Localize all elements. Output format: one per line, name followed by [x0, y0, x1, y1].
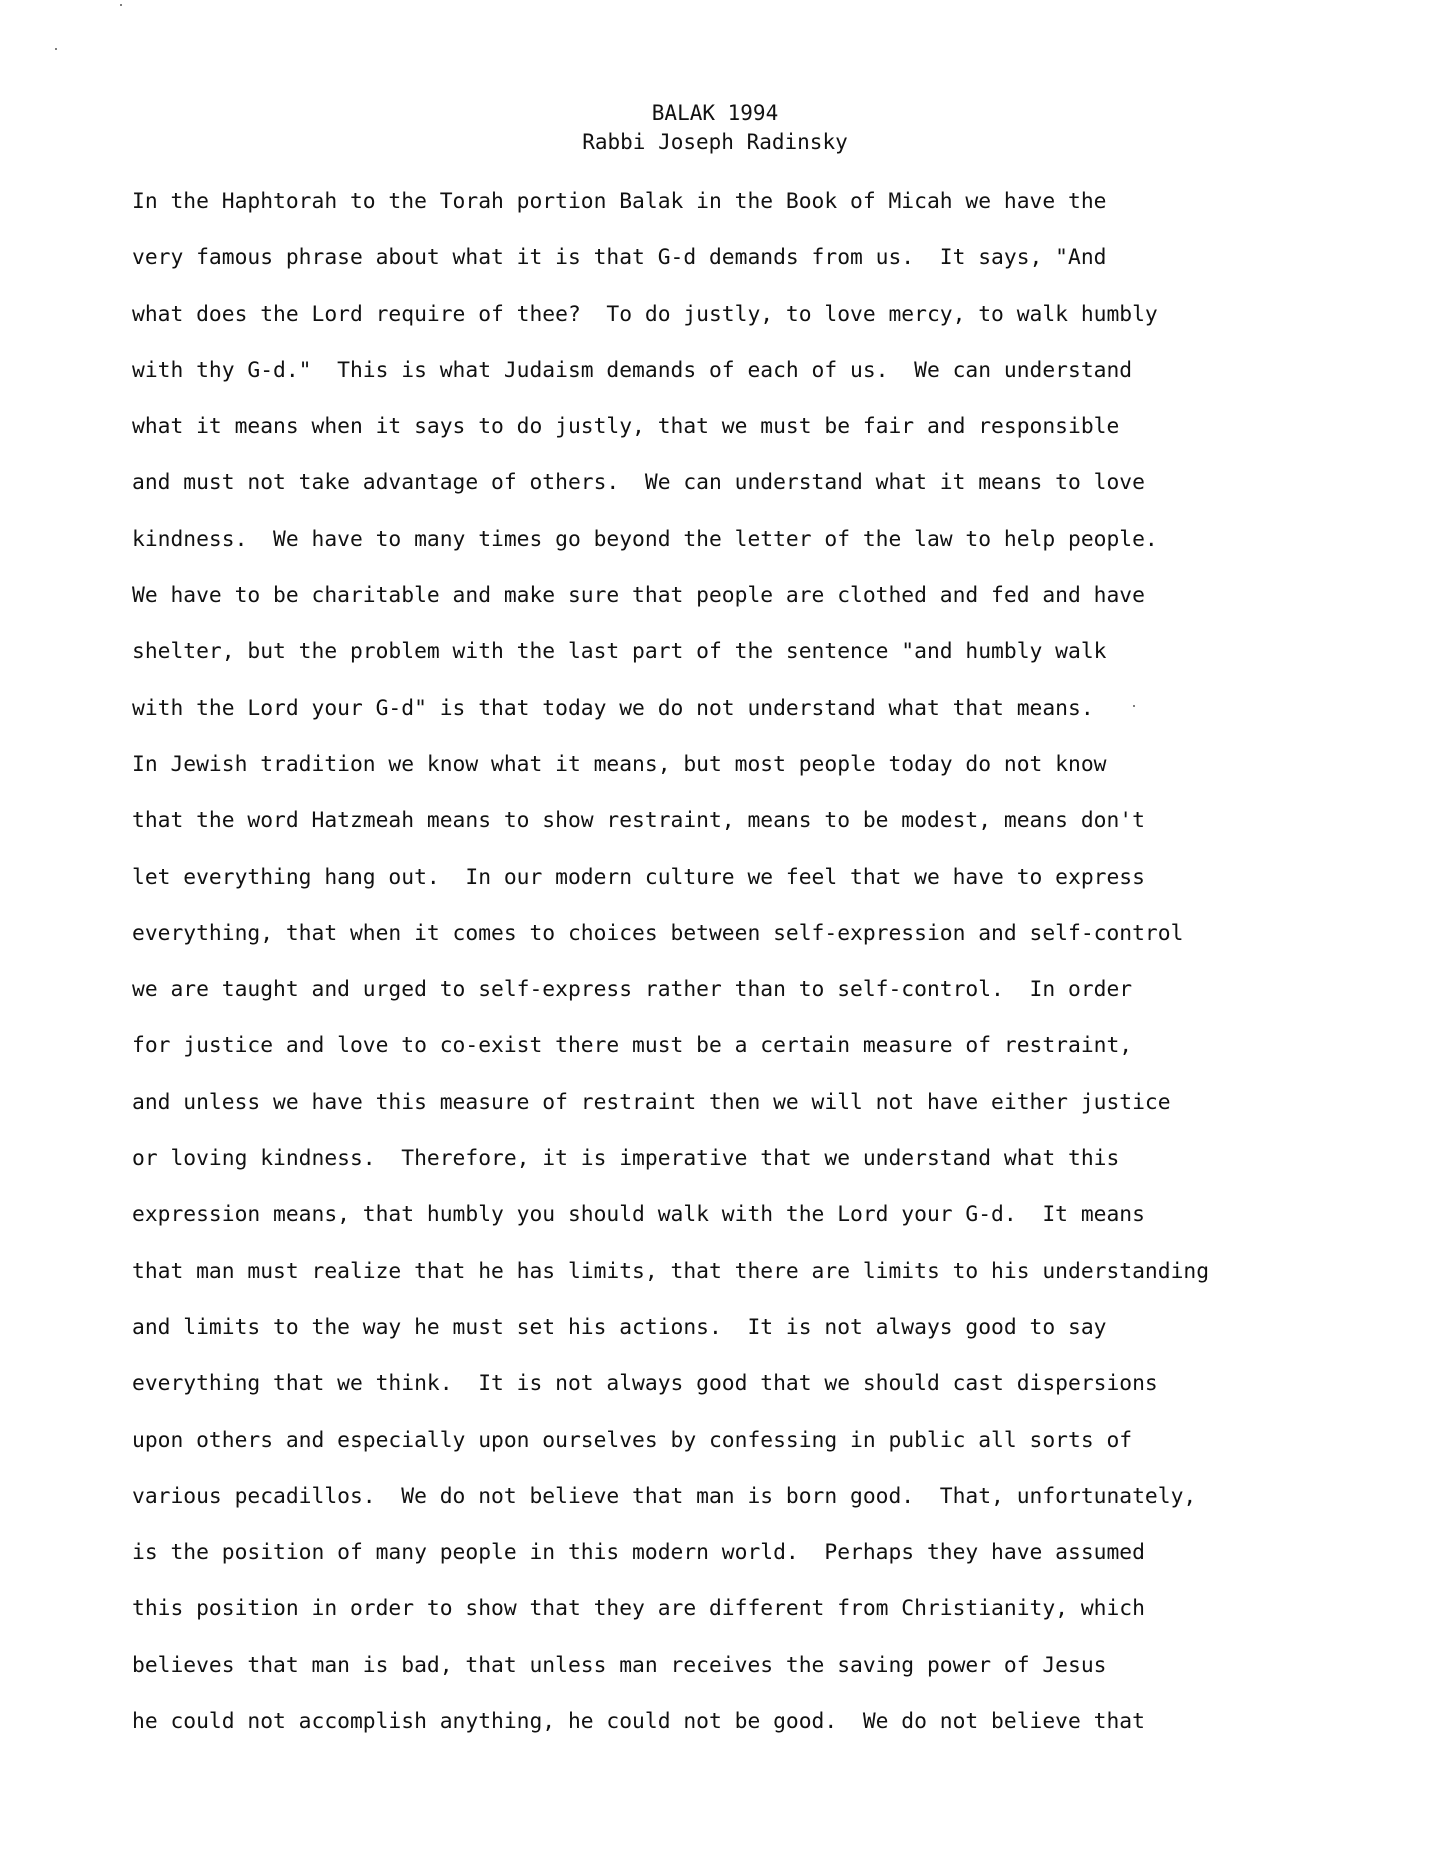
- scan-speck: [1133, 705, 1135, 707]
- text-line: what does the Lord require of thee? To do justly, to love mercy, to walk humbly: [132, 301, 1158, 327]
- document-author: Rabbi Joseph Radinsky: [582, 130, 848, 154]
- text-line: is the position of many people in this modern world. Perhaps they have assumed: [132, 1540, 1145, 1566]
- text-line: he could not accomplish anything, he could not be good. We do not believe that: [132, 1709, 1145, 1735]
- text-line: expression means, that humbly you should walk with the Lord your G-d. It means: [132, 1202, 1145, 1228]
- text-line: various pecadillos. We do not believe that man is born good. That, unfortunately,: [132, 1483, 1197, 1509]
- text-line: In the Haphtorah to the Torah portion Balak in the Book of Micah we have the: [132, 189, 1107, 214]
- text-line: everything that we think. It is not always good that we should cast dispersions: [132, 1371, 1158, 1397]
- text-line: and unless we have this measure of restraint then we will not have either justice: [132, 1089, 1171, 1115]
- text-line: In Jewish tradition we know what it means, but most people today do not know: [132, 751, 1107, 777]
- text-line: or loving kindness. Therefore, it is imperative that we understand what this: [132, 1146, 1120, 1172]
- text-line: for justice and love to co-exist there must be a certain measure of restraint,: [132, 1033, 1133, 1059]
- text-line: that man must realize that he has limits, that there are limits to his understanding: [132, 1258, 1210, 1284]
- scan-speck: [55, 48, 57, 50]
- text-line: with the Lord your G-d" is that today we do not understand what that means.: [132, 695, 1094, 721]
- text-line: kindness. We have to many times go beyond the letter of the law to help people.: [132, 526, 1158, 552]
- scan-speck: [120, 4, 122, 6]
- text-line: and limits to the way he must set his actions. It is not always good to say: [132, 1314, 1107, 1340]
- text-line: very famous phrase about what it is that G-d demands from us. It says, "And: [132, 245, 1107, 271]
- text-line: upon others and especially upon ourselves by confessing in public all sorts of: [132, 1427, 1133, 1453]
- text-line: We have to be charitable and make sure that people are clothed and fed and have: [132, 583, 1145, 609]
- text-line: with thy G-d." This is what Judaism demands of each of us. We can understand: [132, 357, 1133, 383]
- text-line: this position in order to show that they are different from Christianity, which: [132, 1596, 1145, 1622]
- text-line: that the word Hatzmeah means to show restraint, means to be modest, means don't: [132, 808, 1145, 834]
- text-line: we are taught and urged to self-express rather than to self-control. In order: [132, 977, 1133, 1003]
- document-title: BALAK 1994: [651, 101, 779, 125]
- text-line: everything, that when it comes to choices between self-expression and self-control: [132, 920, 1184, 946]
- text-line: what it means when it says to do justly, that we must be fair and responsible: [132, 414, 1120, 440]
- text-line: and must not take advantage of others. We can understand what it means to love: [132, 470, 1145, 496]
- text-line: shelter, but the problem with the last part of the sentence "and humbly walk: [132, 639, 1107, 665]
- text-line: believes that man is bad, that unless man receives the saving power of Jesus: [132, 1652, 1107, 1678]
- text-line: let everything hang out. In our modern culture we feel that we have to express: [132, 864, 1145, 890]
- document-body: [132, 182, 1282, 1758]
